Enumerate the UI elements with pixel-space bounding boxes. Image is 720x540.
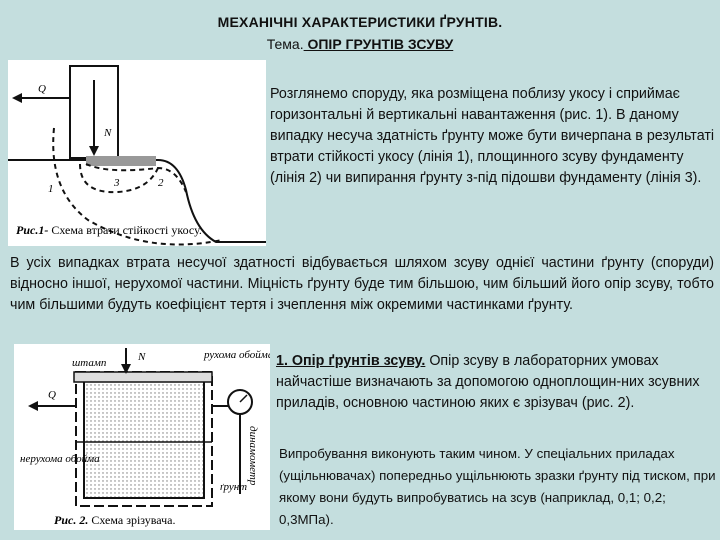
figure-slope-stability (8, 60, 266, 246)
body-paragraph: В усіх випадках втрата несучої здатності відбувається шляхом зсуву однієї частини ґрунту (споруди) відносно іншої, нерухомої частини. Міцність ґрунту буде тим більшою, чим більший його опір зсуву, тобто чим більшими будуть коефіцієнт тертя і зчеплення між окремими частинками ґрунту. (10, 255, 714, 313)
test-procedure-paragraph: Випробування виконують таким чином. У спеціальних приладах (ущільнювачах) попередньо ущільнюють зразки ґрунту під тиском, при якому вони будуть випробуватись на зсув (наприклад, 0,1; 0,2; 0,3МПа). (279, 446, 716, 527)
label-soil: ґрунт (220, 481, 248, 493)
section-heading: 1. Опір ґрунтів зсуву. (276, 353, 426, 369)
label-line-1: 1 (48, 183, 54, 195)
arrow-q-head (12, 93, 22, 103)
label-q: Q (38, 83, 46, 95)
label-stamp: штамп (72, 357, 107, 369)
arrow-q2-head (28, 401, 38, 411)
figure-shear-box (14, 344, 270, 530)
label-moving-frame: рухома обойма (204, 349, 270, 361)
label-line-2: 2 (158, 177, 164, 189)
subtitle-prefix: Тема. (266, 36, 304, 52)
label-n: N (104, 127, 112, 139)
soil-sample (84, 380, 204, 498)
page-title: МЕХАНІЧНІ ХАРАКТЕРИСТИКИ ҐРУНТІВ. (217, 14, 503, 30)
label-line-3: 3 (114, 177, 120, 189)
foundation-shape (86, 156, 156, 166)
figure1-caption-label: Рис.1- (16, 223, 49, 237)
label-fixed-frame: нерухома обойма (20, 453, 100, 465)
slope-stability-diagram (8, 60, 266, 246)
intro-paragraph: Розглянемо споруду, яка розміщена поблизу укосу і сприймає горизонтальні й вертикальні навантаження (рис. 1). В даному випадку несуча здатність ґрунту може бути вичерпана в результаті втрати стійкості укосу (лінія 1), площинного зсуву фундаменту (лінія 2) чи випирання ґрунту з-під підошви фундаменту (лінія 3). (270, 86, 715, 186)
subtitle-topic: ОПІР ГРУНТІВ ЗСУВУ (303, 36, 454, 52)
figure1-caption-text: Схема втрати стійкості укосу. (48, 223, 202, 237)
label-q2: Q (48, 389, 56, 401)
label-dynamometer: динамометр (247, 426, 259, 486)
section-paragraph (276, 351, 716, 414)
figure2-caption-text: Схема зрізувача. (88, 513, 176, 527)
stamp-plate (74, 372, 212, 382)
figure2-caption-label: Рис. 2. (54, 513, 89, 527)
page-subtitle (0, 36, 720, 52)
figure1-caption (16, 223, 202, 237)
label-n2: N (138, 351, 146, 363)
figure2-caption (54, 513, 176, 527)
section-text: Опір зсуву в лабораторних умовах найчастіше визначають за допомогою одноплощин-них зсувних приладів, основною частиною яких є зрізувач (рис. 2). (276, 353, 700, 411)
shear-box-diagram (14, 344, 270, 530)
